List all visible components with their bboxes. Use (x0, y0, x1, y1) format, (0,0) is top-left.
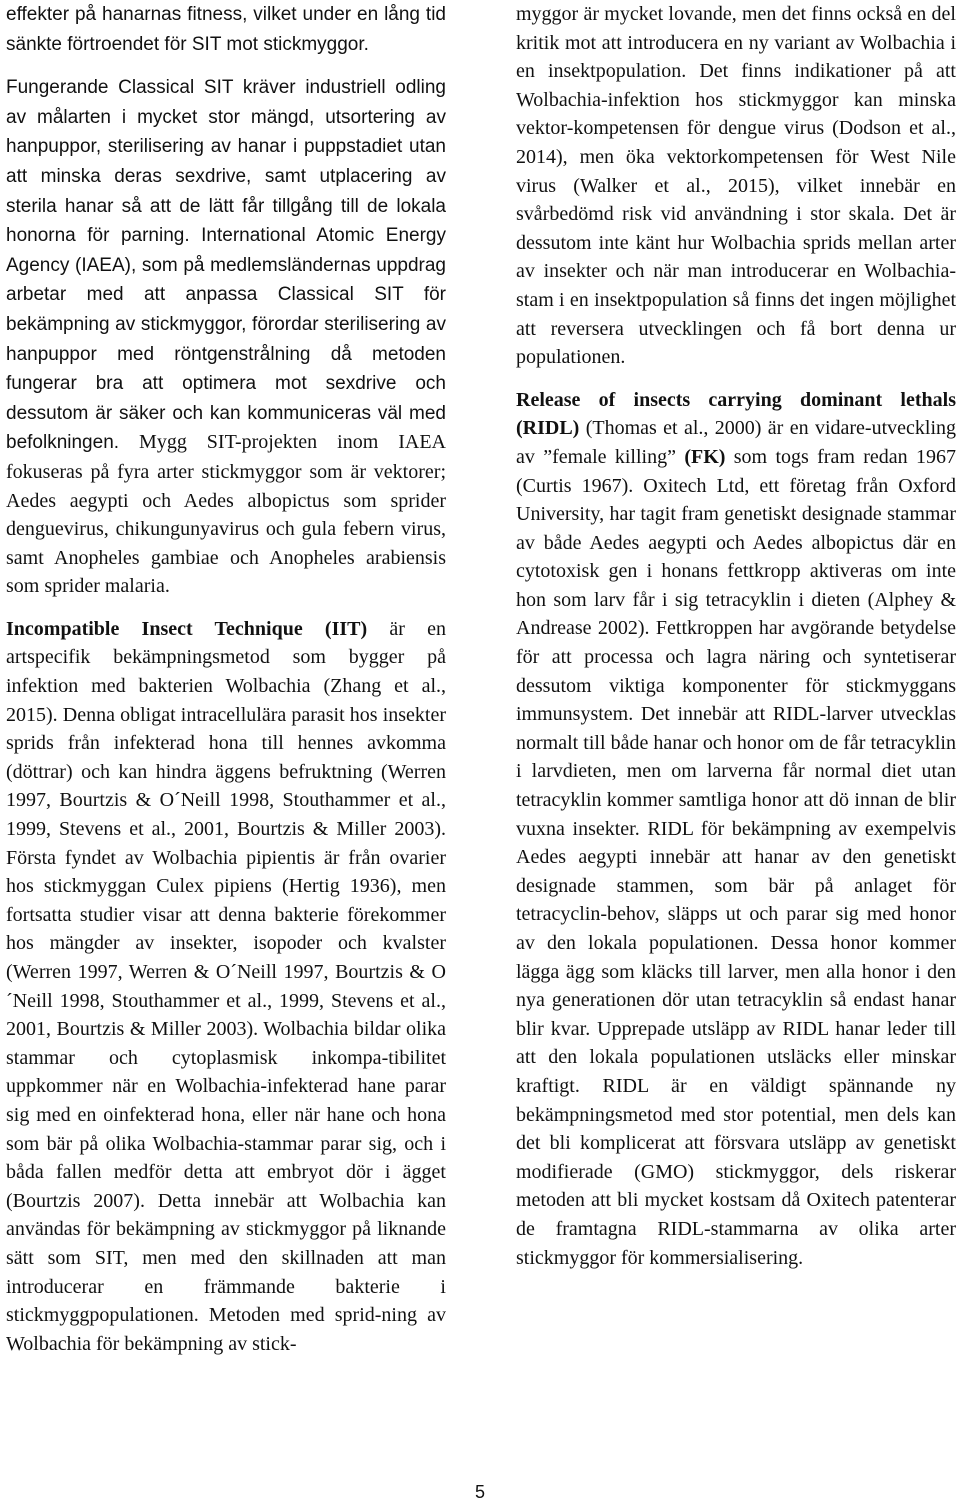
paragraph (516, 0, 956, 372)
paragraph-text: effekter på hanarnas fitness, vilket under en lång tid sänkte förtroendet för SIT mot stickmyggor. (6, 4, 446, 55)
page-number: 5 (474, 1482, 485, 1502)
section-heading: (FK) (684, 445, 726, 468)
right-column (516, 0, 956, 1272)
paragraph (6, 615, 446, 1358)
paragraph-text: (Thomas et al., 2000) är en vidare-utveckling av ”female killing” (516, 417, 956, 468)
paragraph-text: myggor är mycket lovande, men det finns också en del kritik mot att introducera en ny variant av Wolbachia i en insektpopulation. Det finns indikationer på att Wolbachia-infektion hos stickmyggor kan minska vektor-kompetensen för dengue virus (Dodson et al., 2014), men öka vektorkompetensen för West Nile virus (Walker et al., 2015), vilket innebär en svårbedömd risk vid användning i stor skala. Det är dessutom inte känt hur Wolbachia sprids mellan arter av insekter och när man introducerar en Wolbachia-stam i en insektpopulation så finns det ingen möjlighet att reversera utvecklingen och få bort denna ur populationen. (516, 3, 956, 369)
section-heading: Release of insects carrying dominant lethals (RIDL) (516, 388, 956, 440)
paragraph (6, 73, 446, 601)
paragraph-text: är en artspecifik bekämpningsmetod som bygger på infektion med bakterien Wolbachia (Zhang et al., 2015). Denna obligat intracellulära parasit hos insekter sprids från infekterad hona till hennes avkomma (döttrar) och kan hindra äggens befruktning (Werren 1997, Bourtzis & O´Neill 1998, Stouthammer et al., 1999, Stevens et al., 2001, Bourtzis & Miller 2003). Första fyndet av Wolbachia pipientis är från ovarier hos stickmyggan Culex pipiens (Hertig 1936), men fortsatta studier visar att denna bakterie förekommer hos mängder av insekter, isopoder och kvalster (Werren 1997, Werren & O´Neill 1997, Bourtzis & O´Neill 1998, Stouthammer et al., 1999, Stevens et al., 2001, Bourtzis & Miller 2003). Wolbachia bildar olika stammar och cytoplasmisk inkompa-tibilitet uppkommer när en Wolbachia-infekterad hane parar sig med en oinfekterad hona, eller när hane och hona som bär på olika Wolbachia-stammar parar sig, och i båda fallen medför detta att embryot dör i ägget (Bourtzis 2007). Detta innebär att Wolbachia kan användas för bekämpning av stickmyggor på liknande sätt som SIT, men med den skillnaden att man introducerar en främmande bakterie i stickmyggpopulationen. Metoden med sprid-ning av Wolbachia för bekämpning av stick- (6, 617, 446, 1355)
section-heading: Incompatible Insect Technique (IIT) (6, 617, 368, 640)
paragraph-text: som togs fram redan 1967 (Curtis 1967). Oxitech Ltd, ett företag från Oxford University, har tagit fram genetiskt designade stammar av både Aedes aegypti och Aedes albopictus där en cytotoxisk gen i honans fettkropp aktiveras om inte hon som larv får i sig tetracyklin i dieten (Alphey & Andrease 2002). Fettkroppen har avgörande betydelse för att processa och lagra näring och syntetiserar dessutom viktiga komponenter för stickmyggans immunsystem. Det innebär att RIDL-larver utvecklas normalt till både hanar och honor om de får tetracyklin i larvdieten, men om larverna får normal diet utan tetracyklin kommer samtliga honor att dö innan de blir vuxna insekter. RIDL för bekämpning av exempelvis Aedes aegypti innebär att hanar av den genetiskt designade stammen, som bär på anlaget för tetracyclin-behov, släpps ut och parar sig med honor av den lokala populationen. Dessa honor kommer lägga ägg som kläcks till larver, men alla honor i den nya generationen dör utan tetracyklin så endast hanar blir kvar. Upprepade utsläpp av RIDL hanar leder till att den lokala populationen utsläcks eller minskar kraftigt. RIDL är en väldigt spännande ny bekämpningsmetod med stor potential, men dels kan det bli komplicerat att försvara utsläpp av genetiskt modifierade (GMO) stickmyggor, dels riskerar metoden att bli mycket kostsam då Oxitech patenterar de framtagna RIDL-stammarna av olika arter stickmyggor för kommersialisering. (516, 445, 956, 1269)
paragraph-text: Mygg SIT-projekten inom IAEA fokuseras på fyra arter stickmyggor som är vektorer; Aedes aegypti och Aedes albopictus som sprider denguevirus, chikungunyavirus och gula febern virus, samt Anopheles gambiae och Anopheles arabiensis som sprider malaria. (6, 431, 446, 598)
left-column (6, 0, 446, 1358)
paragraph (516, 386, 956, 1272)
paragraph-text: Fungerande Classical SIT kräver industriell odling av målarten i mycket stor mängd, utsortering av hanpuppor, sterilisering av hanar i puppstadiet utan att minska deras sexdrive, samt utplacering av sterila hanar så att de lätt får tillgång till de lokala honorna för parning. (6, 77, 446, 247)
paragraph (6, 0, 446, 59)
paragraph-text: International Atomic Energy Agency (IAEA), som på medlemsländernas uppdrag arbetar med att anpassa Classical SIT för bekämpning av stickmyggor, förordar sterilisering av hanpuppor med röntgenstrålning då metoden fungerar bra att optimera mot sexdrive och dessutom är säker och kan kommuniceras väl med befolkningen. (6, 225, 446, 454)
